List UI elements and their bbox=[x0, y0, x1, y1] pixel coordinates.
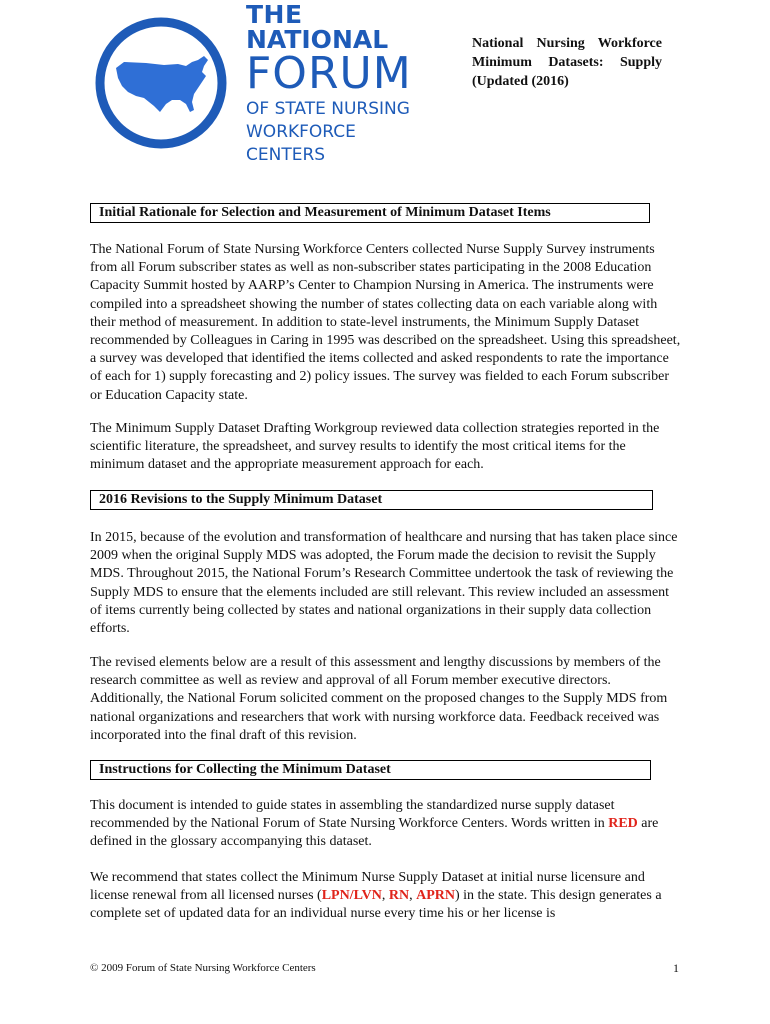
logo-line-state-nursing: OF STATE NURSING bbox=[246, 99, 410, 119]
section-heading-rationale: Initial Rationale for Selection and Measurement of Minimum Dataset Items bbox=[90, 203, 650, 223]
glossary-term: RED bbox=[608, 816, 638, 832]
forum-logo bbox=[94, 2, 434, 172]
paragraph-rationale-1: The National Forum of State Nursing Workforce Centers collected Nurse Supply Survey instruments from all Forum subscriber states as well as non-subscriber states participating in the 2008 Education Capacity Summit hosted by AARP’s Center to Champion Nursing in America. The instruments were compiled into a spreadsheet showing the number of states collecting data on each variable along with their method of measurement. In addition to state-level instruments, the Minimum Supply Dataset recommended by Colleagues in Caring in 1995 was described on the spreadsheet. Using this spreadsheet, a survey was developed that identified the items collected and asked respondents to rate the importance of each for 1) supply forecasting and 2) policy issues. The survey was fielded to each Forum subscriber or Education Capacity state. bbox=[90, 242, 681, 403]
logo-wordmark bbox=[246, 2, 412, 165]
text-run: This document is intended to guide states in assembling the standardized nurse supply dataset recommended by the National Forum of State Nursing Workforce Centers. Words written in bbox=[90, 798, 615, 832]
logo-line-forum: FORUM bbox=[246, 48, 412, 99]
paragraph-instructions-1 bbox=[90, 797, 682, 852]
logo-line-centers: CENTERS bbox=[246, 145, 326, 165]
glossary-term: RN bbox=[388, 888, 410, 904]
text-run: We recommend that states collect the Minimum Nurse Supply Dataset at initial nurse licensure and license renewal from all licensed nurses ( bbox=[90, 870, 645, 904]
usa-map-icon bbox=[94, 16, 228, 150]
text-run: ) in the state. This design generates a complete set of updated data for an individual nurse every time his or her license is bbox=[90, 888, 662, 922]
paragraph-instructions-2 bbox=[90, 869, 682, 924]
logo-line-the: THE bbox=[246, 0, 303, 29]
text-run: , bbox=[381, 888, 389, 904]
paragraph-revisions-2: The revised elements below are a result of this assessment and lengthy discussions by members of the research committee as well as review and approval of all Forum member executive directors. Additionally, the National Forum solicited comment on the proposed changes to the Supply MDS from national organizations and researchers that work with nursing workforce data. Feedback received was incorporated into the final draft of this revision. bbox=[90, 655, 668, 743]
page-number: 1 bbox=[673, 961, 679, 975]
document-title: National Nursing Workforce Minimum Datasets: Supply (Updated (2016) bbox=[472, 36, 662, 89]
footer-copyright: © 2009 Forum of State Nursing Workforce Centers bbox=[90, 962, 316, 974]
text-run: , bbox=[409, 888, 417, 904]
logo-line-national: NATIONAL bbox=[246, 25, 389, 54]
paragraph-revisions-1: In 2015, because of the evolution and transformation of healthcare and nursing that has taken place since 2009 when the original Supply MDS was adopted, the Forum made the decision to revisit the Supply MDS. Throughout 2015, the National Forum’s Research Committee undertook the task of reviewing the Supply MDS to ensure that the elements included are still relevant. This review included an assessment of items currently being collected by states and national organizations in their supply data collection efforts. bbox=[90, 530, 678, 637]
text-run: are defined in the glossary accompanying this dataset. bbox=[90, 816, 659, 850]
section-heading-instructions: Instructions for Collecting the Minimum Dataset bbox=[90, 760, 651, 780]
logo-line-workforce: WORKFORCE bbox=[246, 122, 356, 142]
glossary-term: LPN/LVN bbox=[321, 888, 382, 904]
glossary-term: APRN bbox=[416, 888, 455, 904]
paragraph-rationale-2: The Minimum Supply Dataset Drafting Workgroup reviewed data collection strategies reported in the scientific literature, the spreadsheet, and survey results to identify the most critical items for the minimum dataset and the appropriate measurement approach for each. bbox=[90, 421, 660, 473]
section-heading-revisions: 2016 Revisions to the Supply Minimum Dataset bbox=[90, 490, 653, 510]
